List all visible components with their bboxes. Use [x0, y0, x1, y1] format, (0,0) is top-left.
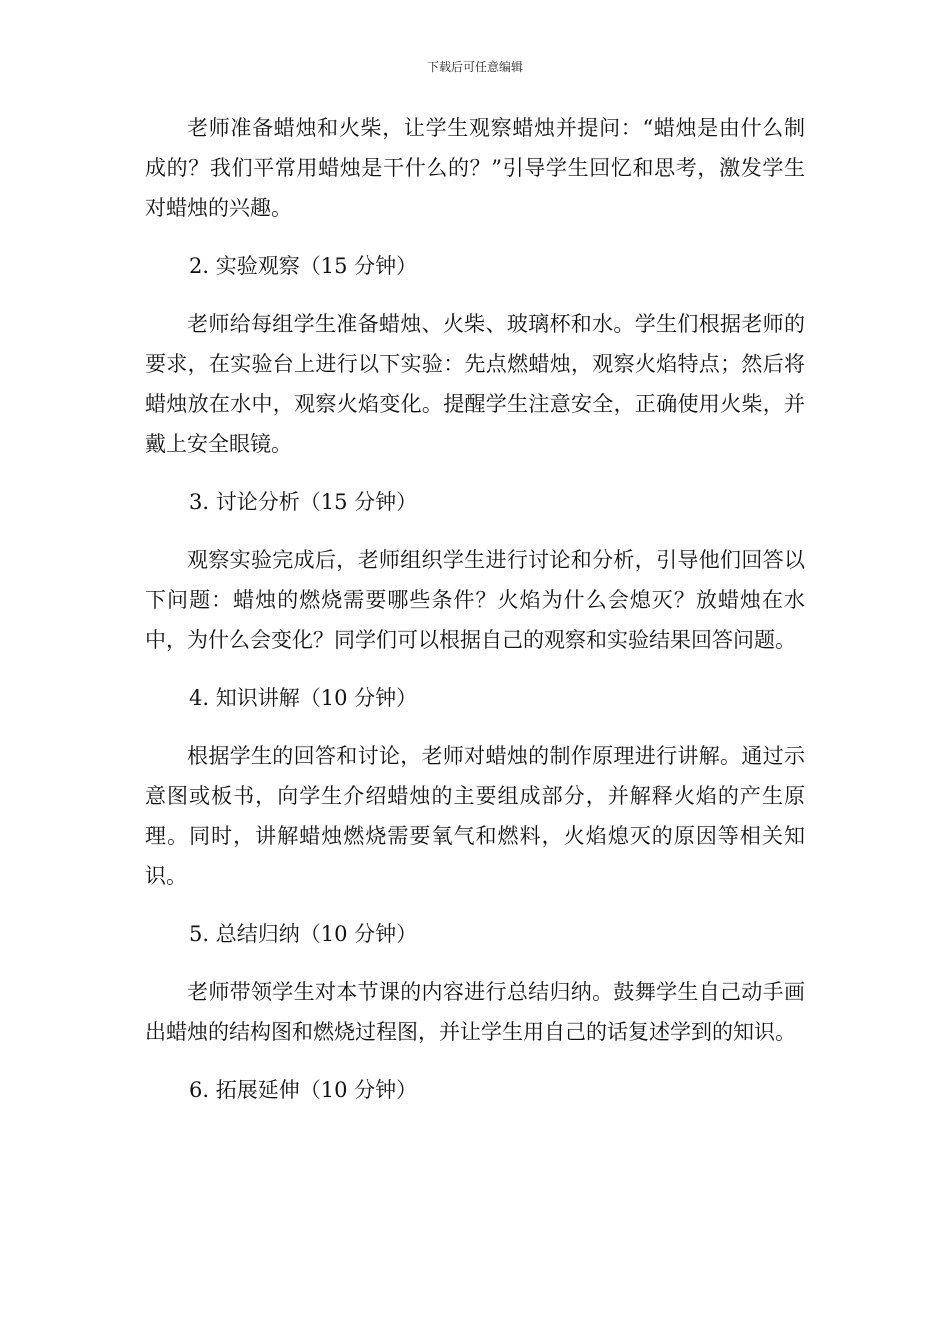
paragraph-knowledge: 根据学生的回答和讨论，老师对蜡烛的制作原理进行讲解。通过示意图或板书，向学生介绍蜡烛的主要组成部分，并解释火焰的产生原理。同时，讲解蜡烛燃烧需要氧气和燃料，火焰熄灭的原因等相关知识。 — [145, 744, 805, 888]
document-body — [145, 108, 805, 1110]
section-heading-summary: 5. 总结归纳（10 分钟） — [189, 922, 418, 946]
paragraph-experiment: 老师给每组学生准备蜡烛、火柴、玻璃杯和水。学生们根据老师的要求，在实验台上进行以下实验：先点燃蜡烛，观察火焰特点；然后将蜡烛放在水中，观察火焰变化。提醒学生注意安全，正确使用火柴，并戴上安全眼镜。 — [145, 312, 805, 456]
paragraph-summary: 老师带领学生对本节课的内容进行总结归纳。鼓舞学生自己动手画出蜡烛的结构图和燃烧过程图，并让学生用自己的话复述学到的知识。 — [145, 980, 805, 1044]
paragraph-discussion: 观察实验完成后，老师组织学生进行讨论和分析，引导他们回答以下问题：蜡烛的燃烧需要哪些条件？火焰为什么会熄灭？放蜡烛在水中，为什么会变化？同学们可以根据自己的观察和实验结果回答问题。 — [145, 548, 805, 652]
paragraph-intro: 老师准备蜡烛和火柴，让学生观察蜡烛并提问：“蜡烛是由什么制成的？我们平常用蜡烛是干什么的？”引导学生回忆和思考，激发学生对蜡烛的兴趣。 — [145, 116, 805, 220]
page-header: 下载后可任意编辑 — [426, 60, 523, 74]
section-heading-discussion: 3. 讨论分析（15 分钟） — [189, 490, 418, 514]
section-heading-extension: 6. 拓展延伸（10 分钟） — [189, 1078, 418, 1102]
section-heading-knowledge: 4. 知识讲解（10 分钟） — [189, 686, 418, 710]
section-heading-experiment: 2. 实验观察（15 分钟） — [189, 254, 418, 278]
